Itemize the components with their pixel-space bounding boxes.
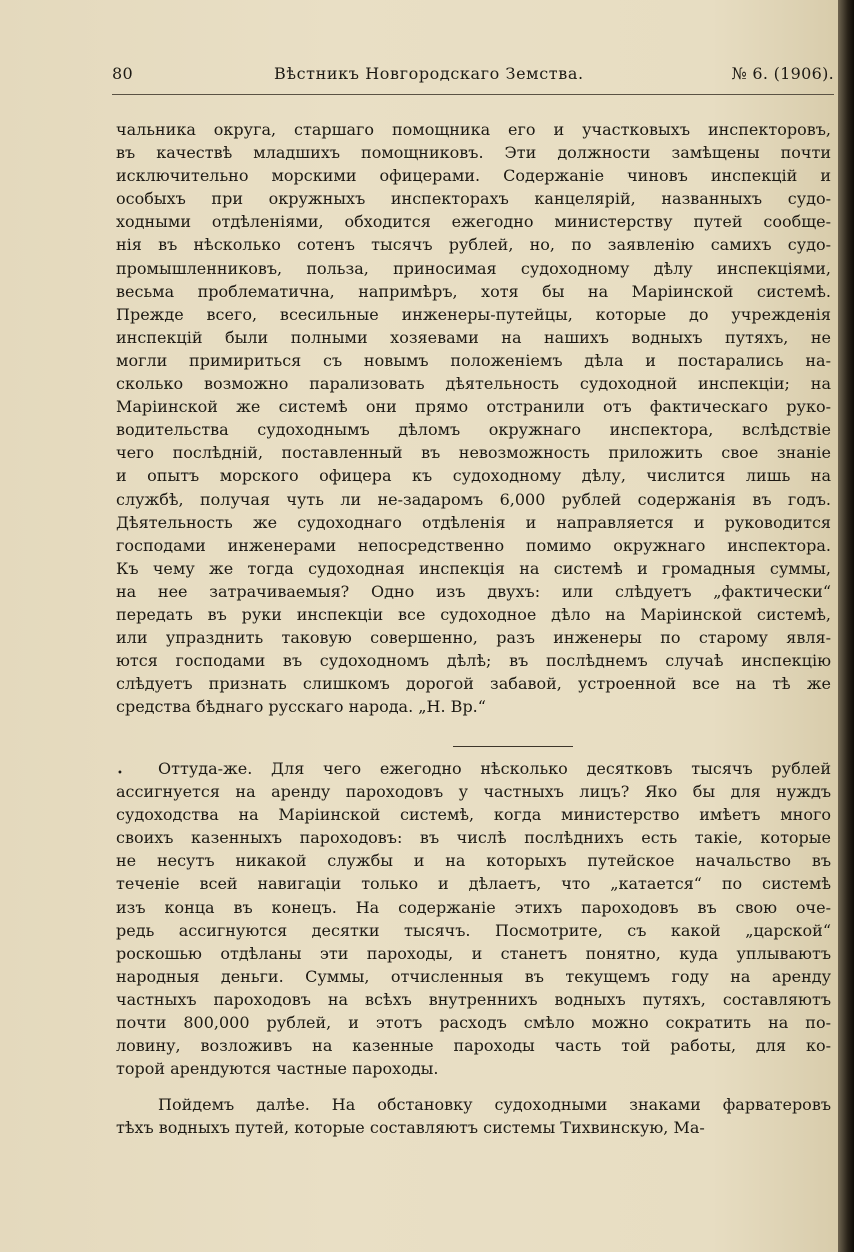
text-line: судоходства на Маріинской системѣ, когда министерство имѣетъ много	[116, 805, 831, 825]
paragraph-navigation-signs	[116, 1093, 831, 1139]
text-line: ются господами въ судоходномъ дѣлѣ; въ послѣднемъ случаѣ инспекцію	[116, 651, 831, 671]
text-line: не несутъ никакой службы и на которыхъ путейское начальство въ	[116, 851, 831, 871]
text-line: службѣ, получая чуть ли не-задаромъ 6,000 рублей содержанія въ годъ.	[116, 489, 831, 509]
text-line: Прежде всего, всесильные инженеры-путейцы, которые до учрежденія	[116, 304, 831, 324]
page-number: 80	[112, 64, 133, 83]
text-line: почти 800,000 рублей, и этотъ расходъ смѣло можно сократить на по-	[116, 1013, 831, 1033]
bullet-mark: •	[117, 768, 123, 779]
text-line: могли примириться съ новымъ положеніемъ дѣла и постарались на-	[116, 350, 831, 370]
header-rule	[112, 94, 834, 95]
text-line: сколько возможно парализовать дѣятельность судоходной инспекціи; на	[116, 374, 831, 394]
text-line: инспекцій были полными хозяевами на нашихъ водныхъ путяхъ, не	[116, 327, 831, 347]
text-line: теченіе всей навигаціи только и дѣлаетъ, что „катается“ по системѣ	[116, 874, 831, 894]
text-line: на нее затрачиваемыя? Одно изъ двухъ: или слѣдуетъ „фактически“	[116, 581, 831, 601]
text-line: Пойдемъ далѣе. На обстановку судоходными знаками фарватеровъ	[158, 1095, 831, 1114]
text-line: средства бѣднаго русскаго народа. „Н. Вр.“	[116, 697, 486, 717]
text-line: изъ конца въ конецъ. На содержаніе этихъ пароходовъ въ свою оче-	[116, 897, 831, 917]
text-line: исключительно морскими офицерами. Содержаніе чиновъ инспекцій и	[116, 166, 831, 186]
running-header	[112, 64, 834, 92]
section-separator	[453, 746, 573, 747]
paragraph-inspection	[116, 118, 831, 718]
text-line: весьма проблематична, напримѣръ, хотя бы на Маріинской системѣ.	[116, 281, 831, 301]
text-line: Дѣятельность же судоходнаго отдѣленія и направляется и руководится	[116, 512, 831, 532]
text-line: ходными отдѣленіями, обходится ежегодно министерству путей сообще-	[116, 212, 831, 232]
text-line: слѣдуетъ признать слишкомъ дорогой забавой, устроенной все на тѣ же	[116, 674, 831, 694]
issue-number: № 6. (1906).	[731, 64, 834, 83]
text-line: особыхъ при окружныхъ инспекторахъ канцелярій, названныхъ судо-	[116, 189, 831, 209]
text-line: чего послѣдній, поставленный въ невозможность приложить свое знаніе	[116, 443, 831, 463]
text-line: ассигнуется на аренду пароходовъ у частныхъ лицъ? Яко бы для нуждъ	[116, 782, 831, 802]
text-line: чальника округа, старшаго помощника его и участковыхъ инспекторовъ,	[116, 120, 831, 139]
text-line: народныя деньги. Суммы, отчисленныя въ текущемъ году на аренду	[116, 966, 831, 986]
text-line: ловину, возложивъ на казенные пароходы часть той работы, для ко-	[116, 1036, 831, 1056]
text-line: или упразднить таковую совершенно, разъ инженеры по старому явля-	[116, 628, 831, 648]
journal-title: Вѣстникъ Новгородскаго Земства.	[274, 64, 584, 83]
paragraph-steamers	[116, 757, 831, 1080]
page-binding-edge	[838, 0, 854, 1252]
text-line: роскошью отдѣланы эти пароходы, и станетъ понятно, куда уплываютъ	[116, 943, 831, 963]
text-line: господами инженерами непосредственно помимо окружнаго инспектора.	[116, 535, 831, 555]
text-line: водительства судоходнымъ дѣломъ окружнаго инспектора, вслѣдствіе	[116, 420, 831, 440]
text-line: и опытъ морского офицера къ судоходному дѣлу, числится лишь на	[116, 466, 831, 486]
text-line: тѣхъ водныхъ путей, которые составляютъ системы Тихвинскую, Ма-	[116, 1118, 705, 1138]
text-line: Маріинской же системѣ они прямо отстранили отъ фактическаго руко-	[116, 397, 831, 417]
text-line: нія въ нѣсколько сотенъ тысячъ рублей, но, по заявленію самихъ судо-	[116, 235, 831, 255]
text-line: Оттуда-же. Для чего ежегодно нѣсколько десятковъ тысячъ рублей	[158, 759, 831, 778]
text-line: частныхъ пароходовъ на всѣхъ внутреннихъ водныхъ путяхъ, составляютъ	[116, 989, 831, 1009]
text-line: передать въ руки инспекціи все судоходное дѣло на Маріинской системѣ,	[116, 604, 831, 624]
text-line: редь ассигнуются десятки тысячъ. Посмотрите, съ какой „царской“	[116, 920, 831, 940]
text-line: торой арендуются частные пароходы.	[116, 1059, 439, 1079]
text-line: въ качествѣ младшихъ помощниковъ. Эти должности замѣщены почти	[116, 143, 831, 163]
text-line: Къ чему же тогда судоходная инспекція на системѣ и громадныя суммы,	[116, 558, 831, 578]
text-line: промышленниковъ, польза, приносимая судоходному дѣлу инспекціями,	[116, 258, 831, 278]
text-line: своихъ казенныхъ пароходовъ: въ числѣ послѣднихъ есть такіе, которые	[116, 828, 831, 848]
